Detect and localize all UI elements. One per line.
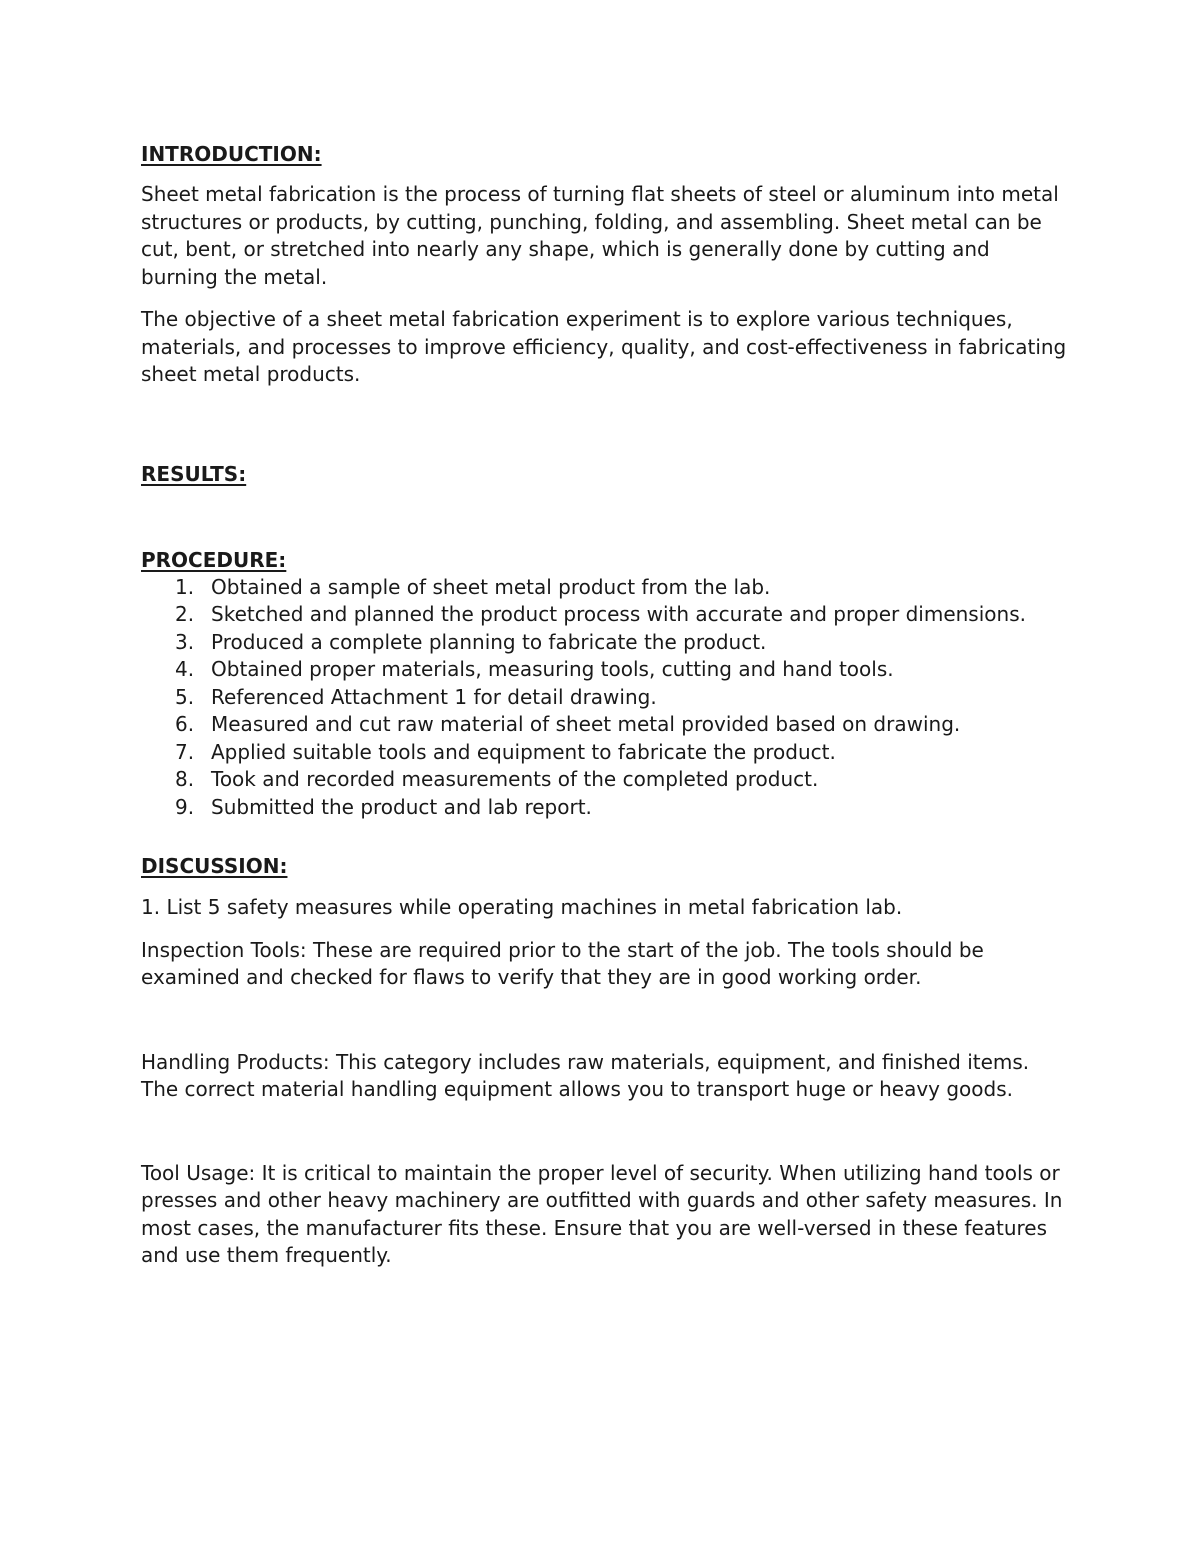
introduction-heading: INTRODUCTION: bbox=[141, 142, 322, 166]
procedure-step bbox=[141, 684, 1071, 712]
procedure-step bbox=[141, 574, 1071, 602]
step-number: 9. bbox=[175, 794, 195, 819]
step-number: 6. bbox=[175, 712, 195, 736]
procedure-list bbox=[141, 574, 1071, 822]
step-text: Sketched and planned the product process with accurate and proper dimensions. bbox=[211, 602, 1026, 626]
tool-usage-paragraph: Tool Usage: It is critical to maintain the proper level of security. When utilizing hand tools or presses and other heavy machinery are outfitted with guards and other safety measures. In most cases, the manufacturer fits these. Ensure that you are well-versed in these features and use them frequently. bbox=[141, 1160, 1063, 1267]
step-number: 2. bbox=[175, 602, 195, 626]
step-number: 4. bbox=[175, 657, 195, 681]
step-text: Submitted the product and lab report. bbox=[211, 794, 592, 819]
step-text: Measured and cut raw material of sheet metal provided based on drawing. bbox=[211, 712, 961, 736]
step-text: Obtained proper materials, measuring tools, cutting and hand tools. bbox=[211, 657, 894, 681]
discussion-question: 1. List 5 safety measures while operating machines in metal fabrication lab. bbox=[141, 895, 903, 919]
procedure-step bbox=[141, 629, 1071, 657]
step-text: Applied suitable tools and equipment to fabricate the product. bbox=[211, 739, 836, 764]
introduction-paragraph-1: Sheet metal fabrication is the process of turning flat sheets of steel or aluminum into metal structures or products, by cutting, punching, folding, and assembling. Sheet metal can be cut, bent, or stretched into nearly any shape, which is generally done by cutting and burning the metal. bbox=[141, 182, 1059, 289]
procedure-step bbox=[141, 766, 1071, 794]
procedure-step bbox=[141, 794, 1071, 822]
introduction-paragraph-2: The objective of a sheet metal fabrication experiment is to explore various techniques, materials, and processes to improve efficiency, quality, and cost-effectiveness in fabricating sheet metal products. bbox=[141, 307, 1067, 386]
step-number: 5. bbox=[175, 684, 195, 709]
procedure-step bbox=[141, 656, 1071, 684]
document-page bbox=[141, 140, 1071, 1270]
step-number: 8. bbox=[175, 767, 195, 791]
step-text: Produced a complete planning to fabricate the product. bbox=[211, 629, 767, 654]
discussion-heading: DISCUSSION: bbox=[141, 854, 288, 878]
step-number: 7. bbox=[175, 739, 195, 764]
procedure-step bbox=[141, 601, 1071, 629]
step-text: Took and recorded measurements of the completed product. bbox=[211, 767, 819, 791]
procedure-step bbox=[141, 711, 1071, 739]
step-text: Referenced Attachment 1 for detail drawing. bbox=[211, 684, 657, 709]
procedure-heading: PROCEDURE: bbox=[141, 547, 287, 572]
results-heading: RESULTS: bbox=[141, 461, 247, 486]
inspection-tools-paragraph: Inspection Tools: These are required prior to the start of the job. The tools should be examined and checked for flaws to verify that they are in good working order. bbox=[141, 937, 984, 989]
step-number: 1. bbox=[175, 574, 195, 599]
step-text: Obtained a sample of sheet metal product from the lab. bbox=[211, 574, 771, 599]
step-number: 3. bbox=[175, 629, 195, 654]
procedure-step bbox=[141, 739, 1071, 767]
handling-products-paragraph: Handling Products: This category includes raw materials, equipment, and finished items. The correct material handling equipment allows you to transport huge or heavy goods. bbox=[141, 1049, 1030, 1101]
